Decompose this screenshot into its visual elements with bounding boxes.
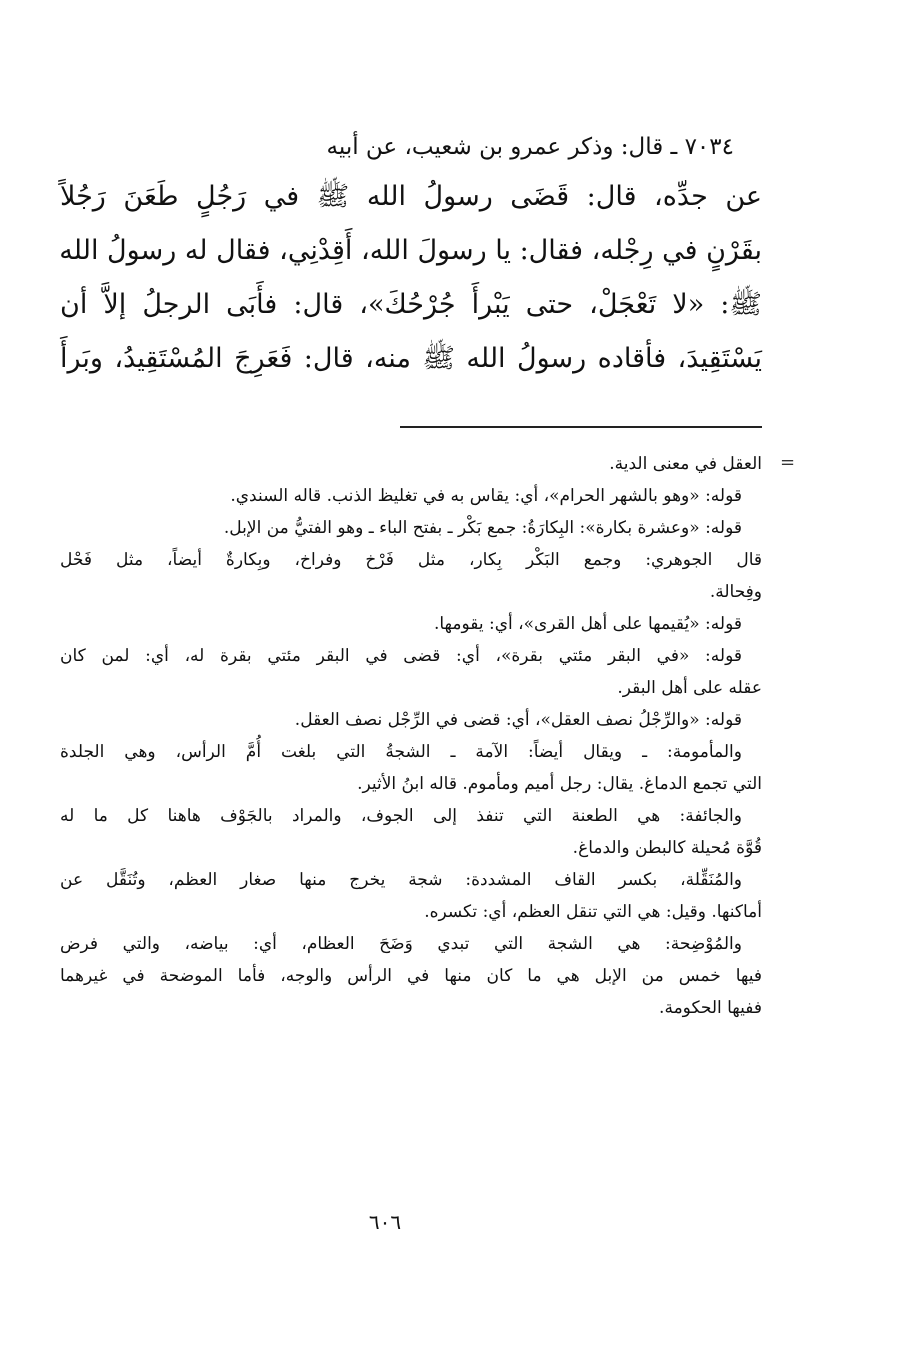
footnote-line: قوله: «يُقيمها على أهل القرى»، أي: يقومها. (433, 614, 742, 634)
footnote-line: قوله: «في البقر مئتي بقرة»، أي: قضى في البقر مئتي بقرة له، أي: لمن كان (60, 646, 742, 666)
hadith-block (60, 130, 762, 386)
footnote-line: والجائفة: هي الطعنة التي تنفذ إلى الجوف، والمراد بالجَوْف هاهنا كل ما له (60, 806, 742, 826)
footnotes (60, 448, 762, 1024)
footnote-line: قوله: «والرِّجْلُ نصف العقل»، أي: قضى في الرِّجْل نصف العقل. (294, 710, 742, 730)
hadith-line: بقَرْنٍ في رِجْله، فقال: يا رسولَ الله، أَقِدْنِي، فقال له رسولُ الله (59, 235, 762, 266)
hadith-line: ﷺ: «لا تَعْجَلْ، حتى يَبْرأَ جُرْحُكَ»، قال: فأَبَى الرجلُ إلاَّ أن (60, 289, 762, 320)
footnote-divider (400, 426, 762, 428)
footnote-continuation-marker: = (780, 452, 796, 473)
hadith-line: يَسْتَقِيدَ، فأقاده رسولُ الله ﷺ منه، قال: فَعَرِجَ المُسْتَقِيدُ، وبَرأَ (60, 343, 762, 374)
footnote-line: فيها خمس من الإبل هي ما كان منها في الرأس والوجه، فأما الموضحة في غيرهما (60, 966, 762, 986)
page-number: ٦٠٦ (368, 1210, 402, 1234)
footnote-line: ففيها الحكومة. (659, 998, 762, 1018)
footnote-line: قُوَّة مُحيلة كالبطن والدماغ. (572, 838, 762, 858)
footnote-line: وفِحالة. (709, 582, 762, 602)
footnote-line: العقل في معنى الدية. (609, 454, 762, 474)
footnote-line: أماكنها. وقيل: هي التي تنقل العظم، أي: تكسره. (424, 902, 762, 922)
hadith-line: عن جدِّه، قال: قَضَى رسولُ الله ﷺ في رَجُلٍ طَعَنَ رَجُلاً (60, 181, 762, 212)
footnote-line: قال الجوهري: وجمع البَكْر بِكار، مثل فَرْخ وفراخ، وبِكارةٌ أيضاً، مثل فَحْل (60, 550, 762, 570)
footnote-line: قوله: «وهو بالشهر الحرام»، أي: يقاس به في تغليظ الذنب. قاله السندي. (230, 486, 742, 506)
footnote-line: والمأمومة: ـ ويقال أيضاً: الآمة ـ الشجةُ التي بلغت أُمَّ الرأس، وهي الجلدة (60, 742, 742, 762)
footnote-line: والمُنَقِّلة، بكسر القاف المشددة: شجة يخرج منها صغار العظم، وتُنَقَّل عن (60, 870, 742, 890)
footnote-line: قوله: «وعشرة بكارة»: البِكارَةُ: جمع بَكْر ـ بفتح الباء ـ وهو الفتيُّ من الإبل. (223, 518, 742, 538)
footnote-line: عقله على أهل البقر. (617, 678, 762, 698)
footnote-line: والمُوْضِحة: هي الشجة التي تبدي وَضَحَ العظام، أي: بياضه، والتي فرض (60, 934, 742, 954)
hadith-heading-line: ٧٠٣٤ ـ قال: وذكر عمرو بن شعيب، عن أبيه (326, 134, 734, 160)
footnote-line: التي تجمع الدماغ. يقال: رجل أميم ومأموم. قاله ابنُ الأثير. (357, 774, 762, 794)
